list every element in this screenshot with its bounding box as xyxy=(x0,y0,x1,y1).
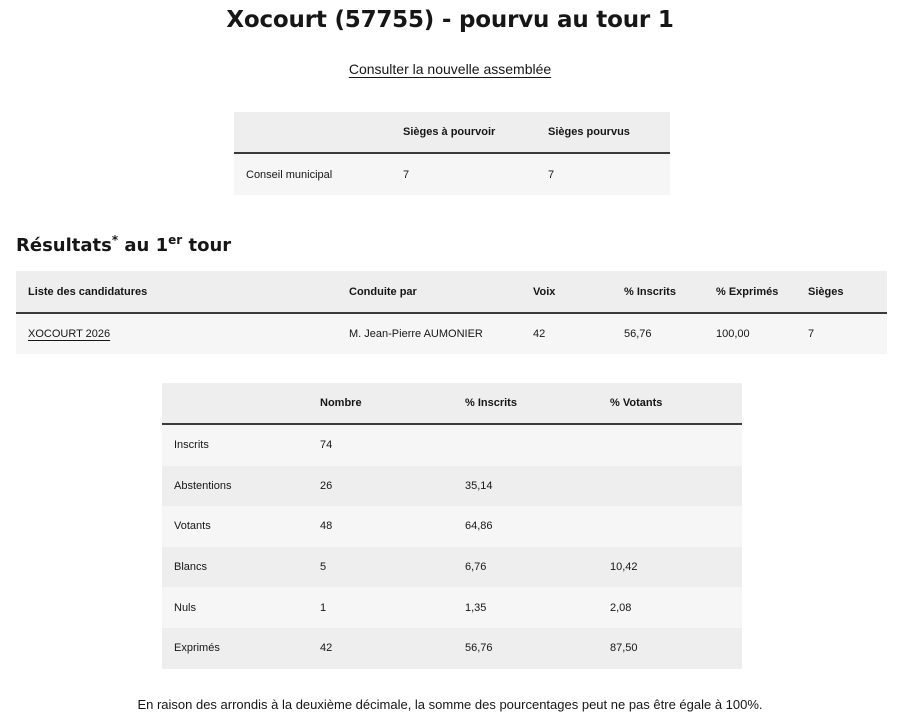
turnout-label: Exprimés xyxy=(162,628,308,669)
results-leader: M. Jean-Pierre AUMONIER xyxy=(337,313,521,354)
results-table xyxy=(16,271,887,354)
view-new-assembly-link[interactable]: Consulter la nouvelle assemblée xyxy=(348,61,552,77)
page-title: Xocourt (57755) - pourvu au tour 1 xyxy=(226,7,674,33)
turnout-label: Blancs xyxy=(162,547,308,588)
seats-body-label: Conseil municipal xyxy=(234,153,391,195)
turnout-pct-voters: 87,50 xyxy=(598,628,742,669)
turnout-count: 26 xyxy=(308,466,453,507)
turnout-header-row xyxy=(162,383,742,424)
turnout-header-pct-voters: % Votants xyxy=(598,383,742,424)
turnout-pct-voters xyxy=(598,466,742,507)
turnout-pct-voters: 2,08 xyxy=(598,587,742,628)
results-pct-registered: 56,76 xyxy=(612,313,704,354)
turnout-count: 1 xyxy=(308,587,453,628)
turnout-pct-registered: 64,86 xyxy=(453,506,598,547)
turnout-header-count: Nombre xyxy=(308,383,453,424)
seats-header-blank xyxy=(234,112,391,153)
table-row xyxy=(162,424,742,466)
results-header-row xyxy=(16,271,887,313)
results-list-cell xyxy=(16,313,337,354)
results-header-votes: Voix xyxy=(521,271,612,313)
turnout-pct-voters xyxy=(598,506,742,547)
assembly-link-wrapper xyxy=(0,60,900,78)
results-header-seats: Sièges xyxy=(796,271,887,313)
results-heading-asterisk: * xyxy=(111,233,119,247)
turnout-count: 5 xyxy=(308,547,453,588)
turnout-table xyxy=(162,383,742,669)
seats-filled-value: 7 xyxy=(536,153,670,195)
results-header-list: Liste des candidatures xyxy=(16,271,337,313)
seats-header-row xyxy=(234,112,670,153)
turnout-pct-voters xyxy=(598,424,742,466)
turnout-label: Votants xyxy=(162,506,308,547)
turnout-label: Inscrits xyxy=(162,424,308,466)
table-row xyxy=(162,628,742,669)
table-row xyxy=(16,313,887,354)
results-heading-suffix: tour xyxy=(182,235,232,256)
turnout-count: 42 xyxy=(308,628,453,669)
results-header-pct-registered: % Inscrits xyxy=(612,271,704,313)
turnout-pct-registered: 1,35 xyxy=(453,587,598,628)
results-heading-prefix: Résultats xyxy=(16,235,112,256)
seats-header-filled: Sièges pourvus xyxy=(536,112,670,153)
turnout-pct-registered xyxy=(453,424,598,466)
seats-table xyxy=(234,112,670,195)
results-pct-expressed: 100,00 xyxy=(704,313,796,354)
turnout-header-blank xyxy=(162,383,308,424)
candidate-list-link[interactable]: XOCOURT 2026 xyxy=(28,328,111,340)
turnout-pct-voters: 10,42 xyxy=(598,547,742,588)
table-row xyxy=(162,587,742,628)
seats-header-to-fill: Sièges à pourvoir xyxy=(391,112,536,153)
results-heading-mid: au 1 xyxy=(118,235,169,256)
turnout-count: 48 xyxy=(308,506,453,547)
results-seats: 7 xyxy=(796,313,887,354)
results-votes: 42 xyxy=(521,313,612,354)
turnout-count: 74 xyxy=(308,424,453,466)
table-row xyxy=(234,153,670,195)
turnout-pct-registered: 56,76 xyxy=(453,628,598,669)
table-row xyxy=(162,547,742,588)
table-row xyxy=(162,466,742,507)
results-header-pct-expressed: % Exprimés xyxy=(704,271,796,313)
results-heading-ordinal: er xyxy=(168,233,183,247)
turnout-pct-registered: 35,14 xyxy=(453,466,598,507)
rounding-footnote: En raison des arrondis à la deuxième décimale, la somme des pourcentages peut ne pas être égale à 100%. xyxy=(137,697,763,712)
results-heading xyxy=(16,232,231,260)
turnout-header-pct-registered: % Inscrits xyxy=(453,383,598,424)
results-header-leader: Conduite par xyxy=(337,271,521,313)
seats-to-fill-value: 7 xyxy=(391,153,536,195)
turnout-label: Nuls xyxy=(162,587,308,628)
turnout-label: Abstentions xyxy=(162,466,308,507)
turnout-pct-registered: 6,76 xyxy=(453,547,598,588)
table-row xyxy=(162,506,742,547)
